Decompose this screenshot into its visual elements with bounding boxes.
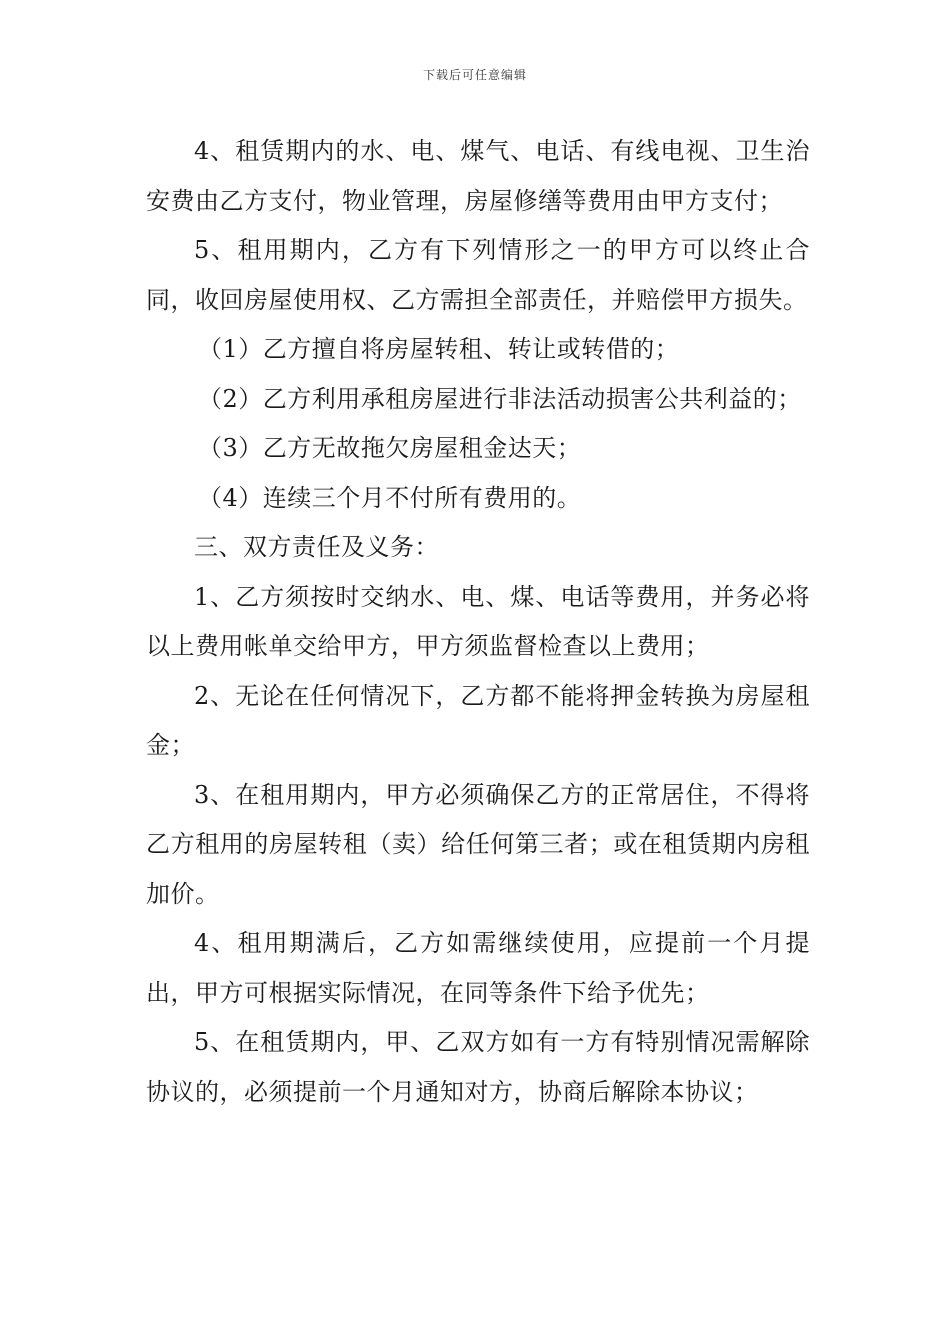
page-header-note: 下载后可任意编辑 (422, 68, 527, 82)
paragraph-tenant-payments: 1、乙方须按时交纳水、电、煤、电话等费用，并务必将以上费用帐单交给甲方，甲方须监督检查以上费用； (146, 582, 810, 660)
list-item-sublet: （1）乙方擅自将房屋转租、转让或转借的； (198, 335, 680, 363)
paragraph-deposit: 2、无论在任何情况下，乙方都不能将押金转换为房屋租金； (146, 681, 810, 759)
paragraph-renewal: 4、租用期满后，乙方如需继续使用，应提前一个月提出，甲方可根据实际情况，在同等条件下给予优先； (146, 929, 810, 1007)
paragraph-landlord-guarantee: 3、在租用期内，甲方必须确保乙方的正常居住，不得将乙方租用的房屋转租（卖）给任何第三者；或在租赁期内房租加价。 (146, 780, 810, 908)
paragraph-termination-conditions: 5、租用期内，乙方有下列情形之一的甲方可以终止合同，收回房屋使用权、乙方需担全部责任，并赔偿甲方损失。 (146, 236, 810, 314)
document-body (146, 127, 810, 1117)
paragraph-utility-fees: 4、租赁期内的水、电、煤气、电话、有线电视、卫生治安费由乙方支付，物业管理，房屋修缮等费用由甲方支付； (146, 137, 810, 215)
list-item-unpaid-fees: （4）连续三个月不付所有费用的。 (198, 483, 582, 512)
section-heading-responsibilities: 三、双方责任及义务： (194, 533, 439, 561)
list-item-illegal-activity: （2）乙方利用承租房屋进行非法活动损害公共利益的； (198, 384, 802, 413)
paragraph-early-termination: 5、在租赁期内，甲、乙双方如有一方有特别情况需解除协议的，必须提前一个月通知对方，协商后解除本协议； (146, 1028, 810, 1106)
list-item-rent-arrears: （3）乙方无故拖欠房屋租金达天； (198, 434, 582, 462)
